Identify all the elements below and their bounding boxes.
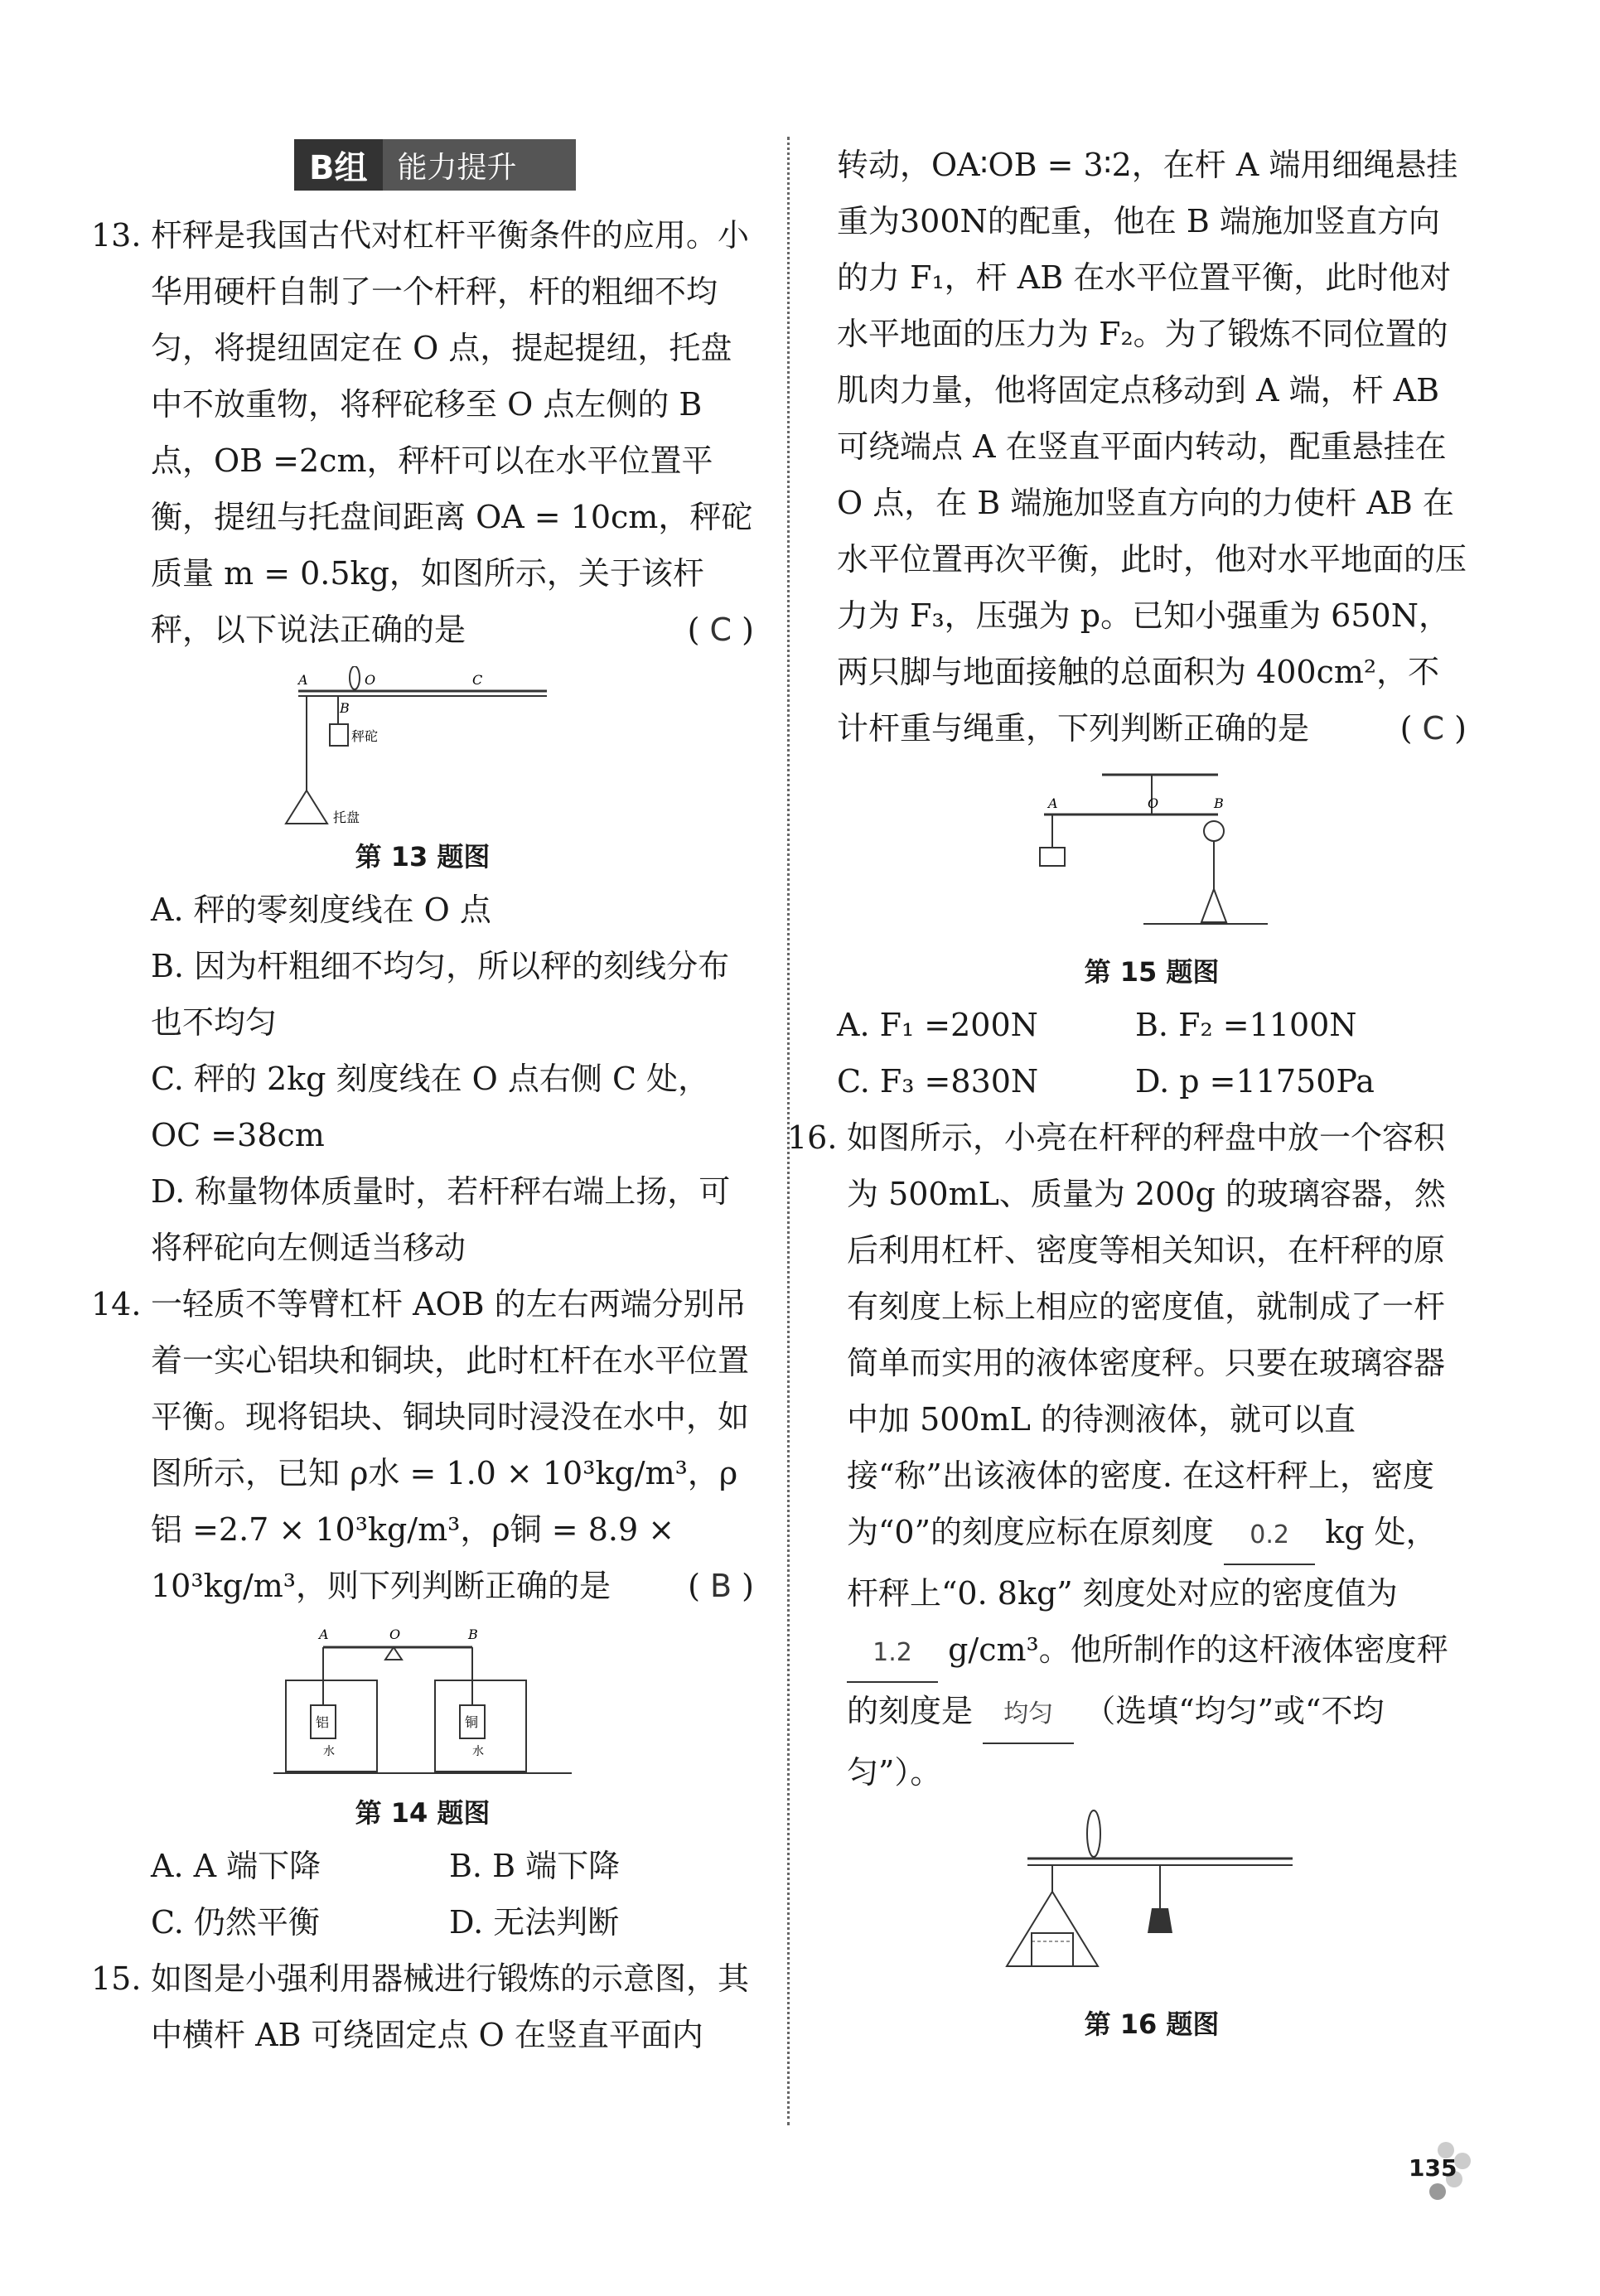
options-row [91, 1838, 754, 1894]
question-text: 如图是小强利用器械进行锻炼的示意图，其中横杆 AB 可绕固定点 O 在竖直平面内 [151, 1960, 750, 2053]
label-o: O [1148, 795, 1159, 811]
option-d: D. 无法判断 [449, 1904, 620, 1941]
question-text: g/cm³。他所制作的这杆液体密度秤的刻度是 [847, 1631, 1448, 1729]
answer-blank-1: 0.2 [1224, 1507, 1315, 1565]
label-al: 铝 [316, 1714, 330, 1730]
option-d: D. 称量物体质量时，若杆秤右端上扬，可将秤砣向左侧适当移动 [151, 1173, 731, 1266]
option-c: C. F₃ =830N [837, 1063, 1039, 1100]
question-text: 如图所示，小亮在杆秤的秤盘中放一个容积为 500mL、质量为 200g 的玻璃容器，然后利用杠杆、密度等相关知识，在杆秤的原有刻度上标上相应的密度值，就制成了一杆简单而实用的液体密度秤。只要在玻璃容器中加 500mL 的待测液体，就可以直接“称”出该液体的密度. 在这杆秤上，密度为“0”的刻度应标在原刻度 [847, 1119, 1446, 1550]
label-b: B [340, 700, 350, 716]
figure-14 [273, 1622, 572, 1788]
question-text: （选填“均匀”或“不均匀”）。 [847, 1693, 1385, 1791]
right-column [787, 137, 1467, 2049]
page-number: 135 [1409, 2154, 1457, 2182]
options-row [837, 997, 1467, 1053]
figure-13 [282, 666, 563, 832]
question-14 [91, 1276, 754, 1614]
left-column [91, 207, 754, 2063]
option-a: A. F₁ =200N [837, 1007, 1038, 1043]
question-15-continued [837, 137, 1467, 756]
section-title: 能力提升 [397, 150, 517, 185]
question-text: 杆秤是我国古代对杠杆平衡条件的应用。小华用硬杆自制了一个杆秤，杆的粗细不均匀，将提纽固定在 O 点，提起提纽，托盘中不放重物，将秤砣移至 O 点左侧的 B 点，OB =2cm，秤杆可以在水平位置平衡，提纽与托盘间距离 OA = 10cm，秤砣质量 m = 0.5kg，如图所示，关于该杆秤，以下说法正确的是 [151, 217, 753, 648]
label-tray: 托盘 [333, 810, 360, 825]
answer-letter: B [710, 1568, 732, 1604]
label-water: 水 [323, 1745, 335, 1758]
label-a: A [1048, 795, 1058, 811]
question-13 [91, 207, 754, 658]
label-water: 水 [472, 1745, 484, 1758]
label-b: B [1214, 795, 1224, 811]
question-16 [787, 1109, 1467, 1801]
question-text: kg 处，杆秤上“0. 8kg” 刻度处对应的密度值为 [847, 1514, 1438, 1612]
figure-16 [994, 1809, 1309, 1999]
figure-caption: 第 14 题图 [355, 1797, 491, 1829]
section-group: B组 [294, 139, 383, 191]
question-number: 13. [91, 217, 142, 254]
answer-blank-2: 1.2 [847, 1625, 938, 1683]
option-c: C. 仍然平衡 [151, 1904, 320, 1941]
answer-slot: ( C ) [687, 611, 754, 648]
answer-letter: C [1422, 710, 1445, 747]
question-text: 一轻质不等臂杠杆 AOB 的左右两端分别吊着一实心铝块和铜块，此时杠杆在水平位置平衡。现将铝块、铜块同时浸没在水中，如图所示，已知 ρ水 = 1.0 × 10³kg/m³，ρ铝 =2.7 × 10³kg/m³，ρ铜 = 8.9 × 10³kg/m³，则下列判断正确的是 [151, 1286, 750, 1604]
option-b: B. 因为杆粗细不均匀，所以秤的刻线分布也不均匀 [151, 948, 730, 1041]
figure-caption: 第 15 题图 [1084, 956, 1220, 988]
option-d: D. p =11750Pa [1135, 1063, 1375, 1100]
label-a: A [319, 1627, 329, 1642]
figure-caption: 第 16 题图 [1084, 2008, 1220, 2040]
label-o: O [389, 1627, 401, 1642]
option-a: A. 秤的零刻度线在 O 点 [151, 892, 491, 928]
label-c: C [472, 672, 483, 688]
label-weight: 秤砣 [351, 728, 379, 744]
question-number: 14. [91, 1286, 142, 1322]
question-text: 转动，OA∶OB = 3∶2，在杆 A 端用细绳悬挂重为300N的配重，他在 B 端施加竖直方向的力 F₁，杆 AB 在水平位置平衡，此时他对水平地面的压力为 F₂。为了锻炼不同位置的肌肉力量，他将固定点移动到 A 端，杆 AB 可绕端点 A 在竖直平面内转动，配重悬挂在 O 点，在 B 端施加竖直方向的力使杆 AB 在水平位置再次平衡，此时，他对水平地面的压力为 F₃，压强为 p。已知小强重为 650N，两只脚与地面接触的总面积为 400cm²，不计杆重与绳重，下列判断正确的是 [837, 147, 1467, 747]
question-number: 16. [787, 1119, 838, 1156]
answer-slot: ( B ) [688, 1568, 754, 1604]
option-b: B. B 端下降 [449, 1848, 621, 1884]
answer-blank-3: 均匀 [983, 1686, 1074, 1744]
options-row [837, 1053, 1467, 1109]
label-cu: 铜 [465, 1714, 479, 1730]
option-a: A. A 端下降 [151, 1848, 321, 1884]
figure-caption: 第 13 题图 [355, 841, 491, 872]
section-header [294, 139, 576, 191]
label-o: O [365, 672, 376, 688]
label-a: A [298, 672, 308, 688]
answer-slot: ( C ) [1399, 710, 1467, 747]
option-c: C. 秤的 2kg 刻度线在 O 点右侧 C 处，OC =38cm [151, 1061, 710, 1153]
question-number: 15. [91, 1960, 142, 1997]
question-15-start [91, 1950, 754, 2063]
options-row [91, 1894, 754, 1950]
answer-letter: C [709, 611, 732, 648]
label-b: B [468, 1627, 478, 1642]
figure-15 [1027, 765, 1276, 947]
option-b: B. F₂ =1100N [1135, 1007, 1357, 1043]
